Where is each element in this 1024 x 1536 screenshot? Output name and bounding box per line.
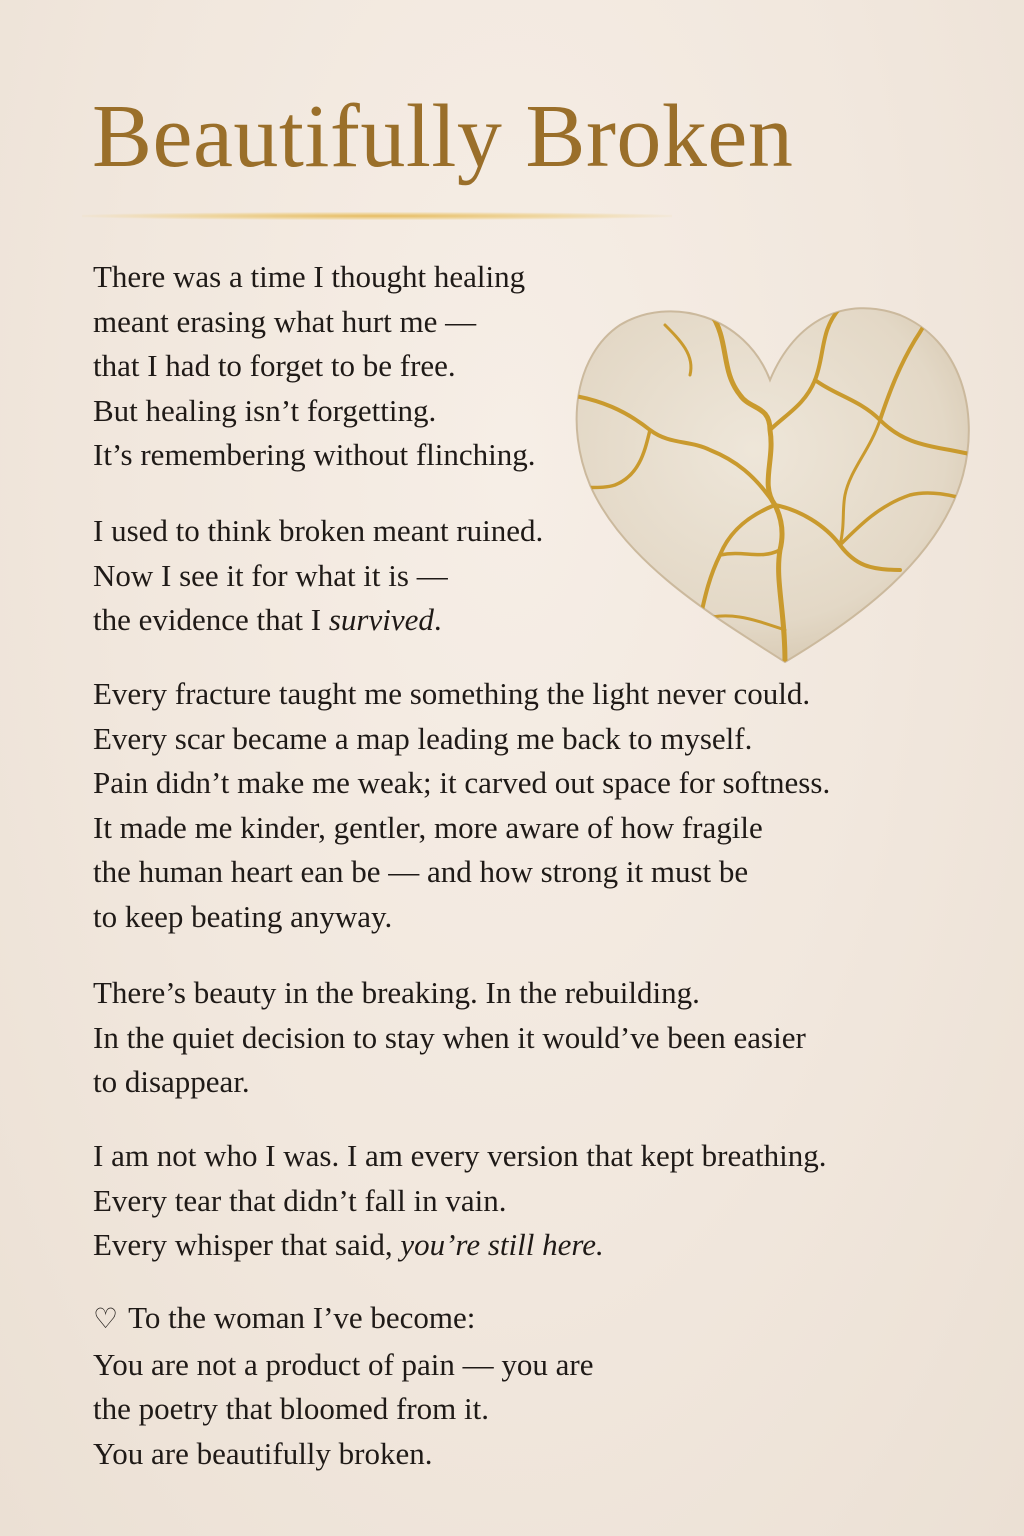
stanza-4-line-2: In the quiet decision to stay when it would’ve been easier: [93, 1019, 806, 1055]
kintsugi-heart-icon: [570, 300, 975, 665]
stanza-5-line-3: [93, 1223, 826, 1268]
stanza-1-line-4: But healing isn’t forgetting.: [93, 392, 437, 428]
stanza-6-line-4: You are beautifully broken.: [93, 1435, 433, 1471]
stanza-3-line-2: Every scar became a map leading me back to myself.: [93, 720, 753, 756]
stanza-5-line-2: Every tear that didn’t fall in vain.: [93, 1182, 507, 1218]
stanza-2-line-3-prefix: the evidence that I: [93, 602, 329, 638]
stanza-2-line-3-suffix: .: [433, 602, 442, 638]
survived-emphasis: survived: [328, 602, 434, 638]
stanza-3-line-4: It made me kinder, gentler, more aware of how fragile: [93, 809, 763, 845]
stanza-2-line-2: Now I see it for what it is —: [93, 557, 448, 593]
stanza-4-line-1: There’s beauty in the breaking. In the rebuilding.: [93, 975, 700, 1010]
stanza-1-line-5: It’s remembering without flinching.: [93, 437, 536, 473]
stanza-6-line-3: the poetry that bloomed from it.: [93, 1391, 490, 1427]
dedication-text: To the woman I’ve become:: [128, 1300, 476, 1335]
page-title: Beautifully Broken: [92, 87, 794, 186]
stanza-2-line-1: I used to think broken meant ruined.: [93, 513, 544, 548]
gold-divider: [82, 212, 672, 220]
stanza-3-line-5: the human heart ean be — and how strong it must be: [93, 854, 749, 890]
stanza-1-line-2: meant erasing what hurt me —: [93, 303, 477, 339]
stanza-4-line-3: to disappear.: [93, 1064, 250, 1100]
stanza-1-line-3: that I had to forget to be free.: [93, 348, 456, 384]
stanza-5: [93, 1134, 826, 1268]
stanza-3-line-3: Pain didn’t make me weak; it carved out space for softness.: [93, 765, 831, 801]
stanza-1: [93, 255, 536, 478]
outline-heart-icon: ♡: [93, 1304, 119, 1335]
stanza-2: [93, 509, 543, 643]
stanza-6-line-2: You are not a product of pain — you are: [93, 1346, 594, 1382]
stanza-4: [93, 971, 806, 1105]
stanza-5-line-1: I am not who I was. I am every version that kept breathing.: [93, 1138, 827, 1173]
stanza-3-line-6: to keep beating anyway.: [93, 898, 393, 934]
stanza-3: [93, 672, 830, 940]
stanza-6: [93, 1296, 593, 1476]
stanza-2-line-3: [93, 598, 543, 643]
stanza-1-line-1: There was a time I thought healing: [93, 259, 526, 294]
stanza-5-line-3-prefix: Every whisper that said,: [93, 1227, 401, 1263]
stanza-3-line-1: Every fracture taught me something the light never could.: [93, 676, 811, 711]
stanza-6-line-1: [93, 1296, 593, 1343]
still-here-emphasis: you’re still here.: [400, 1227, 604, 1263]
